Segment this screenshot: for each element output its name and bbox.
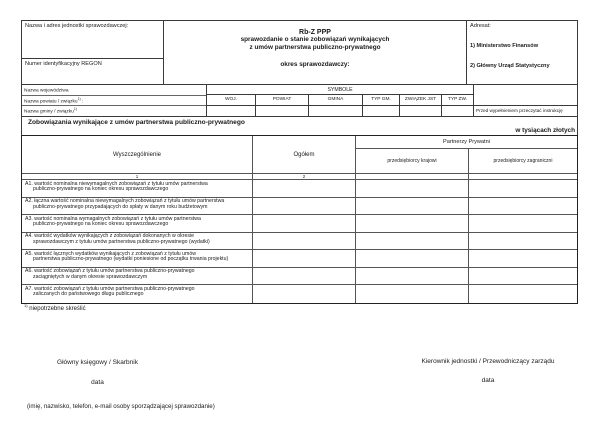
cell-zagraniczni[interactable] bbox=[469, 268, 577, 285]
table-header-row bbox=[22, 136, 577, 174]
cell-zagraniczni[interactable] bbox=[469, 198, 577, 215]
cell-zagraniczni[interactable] bbox=[469, 285, 577, 303]
liabilities-table bbox=[21, 135, 578, 304]
row-description: A6. wartość zobowiązań z tytułu umów partnerstwa publiczno-prywatnego zaciągniętych w danym okresie sprawozdawczym bbox=[22, 268, 253, 285]
header-zagraniczni: przedsiębiorcy zagraniczni bbox=[493, 158, 553, 164]
header-partnerzy-prywatni: Partnerzy Prywatni bbox=[356, 136, 577, 149]
footnote-text: niepotrzebne skreślić bbox=[27, 306, 86, 312]
symbols-value-row bbox=[207, 106, 473, 116]
county-label: Nazwa powiatu / związku bbox=[24, 99, 78, 105]
addressee-item-2: 2) Główny Urząd Statystyczny bbox=[470, 63, 550, 69]
signature-left-role: Główny księgowy / Skarbnik bbox=[57, 359, 138, 366]
county-field[interactable]: Nazwa powiatu / związku$^{1)}$ : bbox=[22, 96, 206, 107]
col-typ-gm: TYP GM. bbox=[363, 95, 400, 105]
value-cell-powiat[interactable] bbox=[256, 106, 309, 116]
instruction-note-area bbox=[474, 85, 577, 116]
col-gmina: GMINA bbox=[309, 95, 363, 105]
symbols-header: SYMBOLE bbox=[207, 85, 473, 95]
col-typ-zw: TYP ZW. bbox=[447, 97, 468, 102]
spacer bbox=[474, 85, 577, 105]
col-zwiazek-jst: ZWIĄZEK JST bbox=[400, 95, 442, 105]
col-powiat: POWIAT bbox=[256, 95, 309, 105]
header-ogolem: Ogółem bbox=[253, 136, 356, 173]
cell-zagraniczni[interactable] bbox=[469, 215, 577, 232]
cell-zagraniczni[interactable] bbox=[469, 250, 577, 267]
cell-krajowi[interactable] bbox=[356, 250, 469, 267]
cell-ogolem[interactable] bbox=[253, 250, 356, 267]
header-krajowi: przedsiębiorcy krajowi bbox=[356, 149, 469, 173]
form-title-box bbox=[164, 21, 467, 84]
form-title-line1: sprawozdanie o stanie zobowiązań wynikających bbox=[240, 36, 390, 43]
symbols-column-labels bbox=[207, 95, 473, 106]
symbols-table bbox=[206, 85, 474, 116]
cell-krajowi[interactable] bbox=[356, 268, 469, 285]
reporting-period-label[interactable]: okres sprawozdawczy: bbox=[280, 61, 350, 68]
addressee-item-1: 1) Ministerstwo Finansów bbox=[470, 43, 539, 49]
voivodeship-label: Nazwa województwa bbox=[24, 88, 69, 94]
footnote-marker: 1) bbox=[24, 303, 28, 308]
footnote-marker: 1) bbox=[73, 107, 77, 112]
table-row-a2 bbox=[22, 198, 577, 216]
cell-zagraniczni[interactable] bbox=[469, 180, 577, 197]
section-title: Zobowiązania wynikające z umów partnerstwa publiczno-prywatnego bbox=[28, 119, 245, 126]
colnum-1: 1 bbox=[22, 174, 253, 179]
regon-label: Numer identyfikacyjny REGON bbox=[25, 61, 102, 67]
footnote-marker: 1) bbox=[77, 96, 81, 101]
unit-name-label: Nazwa i adres jednostki sprawozdawczej: bbox=[25, 23, 129, 29]
cell-ogolem[interactable] bbox=[253, 180, 356, 197]
header-partners-group bbox=[356, 136, 577, 173]
signature-right-role: Kierownik jednostki / Przewodniczący zarządu bbox=[421, 358, 555, 365]
addressee-box bbox=[467, 21, 577, 84]
cell-zagraniczni[interactable] bbox=[469, 233, 577, 250]
colnum-4 bbox=[469, 174, 577, 179]
value-cell-typ-gm[interactable] bbox=[363, 106, 400, 116]
colnum-3 bbox=[356, 174, 469, 179]
value-cell-woj[interactable] bbox=[207, 106, 256, 116]
cell-ogolem[interactable] bbox=[253, 268, 356, 285]
commune-field[interactable] bbox=[22, 106, 206, 116]
cell-krajowi[interactable] bbox=[356, 180, 469, 197]
table-row-a5 bbox=[22, 250, 577, 268]
commune-label: Nazwa gminy / związku bbox=[24, 109, 74, 115]
signature-left-date[interactable]: data bbox=[91, 379, 104, 386]
row-description: A5. wartość łącznych wydatków wynikających z zobowiązań z tytułu umów partnerstwa publiczno-prywatnego (wydatki poniesione od początku trwania projektu) bbox=[22, 250, 253, 267]
voivodeship-field[interactable] bbox=[22, 85, 206, 96]
units-note: w tysiącach złotych bbox=[515, 127, 575, 134]
signature-right-date[interactable]: data bbox=[481, 377, 495, 384]
footnote bbox=[24, 303, 86, 312]
value-cell-zwiazek-jst[interactable] bbox=[400, 106, 442, 116]
table-row-a3 bbox=[22, 215, 577, 233]
colnum-2: 2 bbox=[253, 174, 356, 179]
table-row-a6 bbox=[22, 268, 577, 286]
header-wyszczegolnienie: Wyszczególnienie bbox=[22, 136, 253, 173]
table-row-a4 bbox=[22, 233, 577, 251]
cell-krajowi[interactable] bbox=[356, 215, 469, 232]
col-woj: WOJ. bbox=[207, 95, 256, 105]
region-symbols-strip bbox=[21, 85, 578, 117]
form-title-line2: z umów partnerstwa publiczno-prywatnego bbox=[249, 44, 381, 51]
row-description: A4. wartość wydatków wynikających z zobowiązań dokonanych w okresie sprawozdawczym z tytułu umów partnerstwa publiczno-prywatnego (wydatki) bbox=[22, 233, 253, 250]
value-cell-gmina[interactable] bbox=[309, 106, 363, 116]
form-code: Rb-Z PPP bbox=[299, 29, 331, 36]
preparer-note: (imię, nazwisko, telefon, e-mail osoby sporządzającej sprawozdanie) bbox=[27, 403, 215, 410]
cell-ogolem[interactable] bbox=[253, 285, 356, 303]
instruction-note: Przed wypełnieniem przeczytać instrukcję bbox=[474, 105, 577, 116]
form-header bbox=[21, 20, 578, 85]
row-description: A3. wartość nominalna wymagalnych zobowiązań z tytułu umów partnerstwa publiczno-prywatnego na koniec okresu sprawozdawczego bbox=[22, 215, 253, 232]
row-description: A7. wartość zobowiązań z tytułu umów partnerstwa publiczno-prywatnego zaliczanych do państwowego długu publicznego bbox=[22, 285, 253, 303]
unit-name-field[interactable] bbox=[22, 21, 163, 59]
addressee-label: Adresat: bbox=[470, 23, 491, 29]
cell-krajowi[interactable] bbox=[356, 198, 469, 215]
cell-ogolem[interactable] bbox=[253, 215, 356, 232]
row-description: A2. łączna wartość nominalna niewymagalnych zobowiązań z tytułu umów partnerstwa publiczno-prywatnego przypadających do spłaty w danym roku budżetowym bbox=[22, 198, 253, 215]
reporting-unit-column bbox=[22, 21, 164, 84]
table-row-a7 bbox=[22, 285, 577, 303]
section-strip bbox=[21, 116, 578, 135]
cell-ogolem[interactable] bbox=[253, 198, 356, 215]
cell-ogolem[interactable] bbox=[253, 233, 356, 250]
cell-krajowi[interactable] bbox=[356, 285, 469, 303]
table-row-a1 bbox=[22, 180, 577, 198]
region-labels bbox=[22, 85, 206, 116]
cell-krajowi[interactable] bbox=[356, 233, 469, 250]
regon-field[interactable] bbox=[22, 59, 163, 84]
row-description: A1. wartość nominalna niewymagalnych zobowiązań z tytułu umów partnerstwa publiczno-prywatnego na koniec okresu sprawozdawczego bbox=[22, 180, 253, 197]
value-cell-typ-zw[interactable] bbox=[442, 106, 473, 116]
